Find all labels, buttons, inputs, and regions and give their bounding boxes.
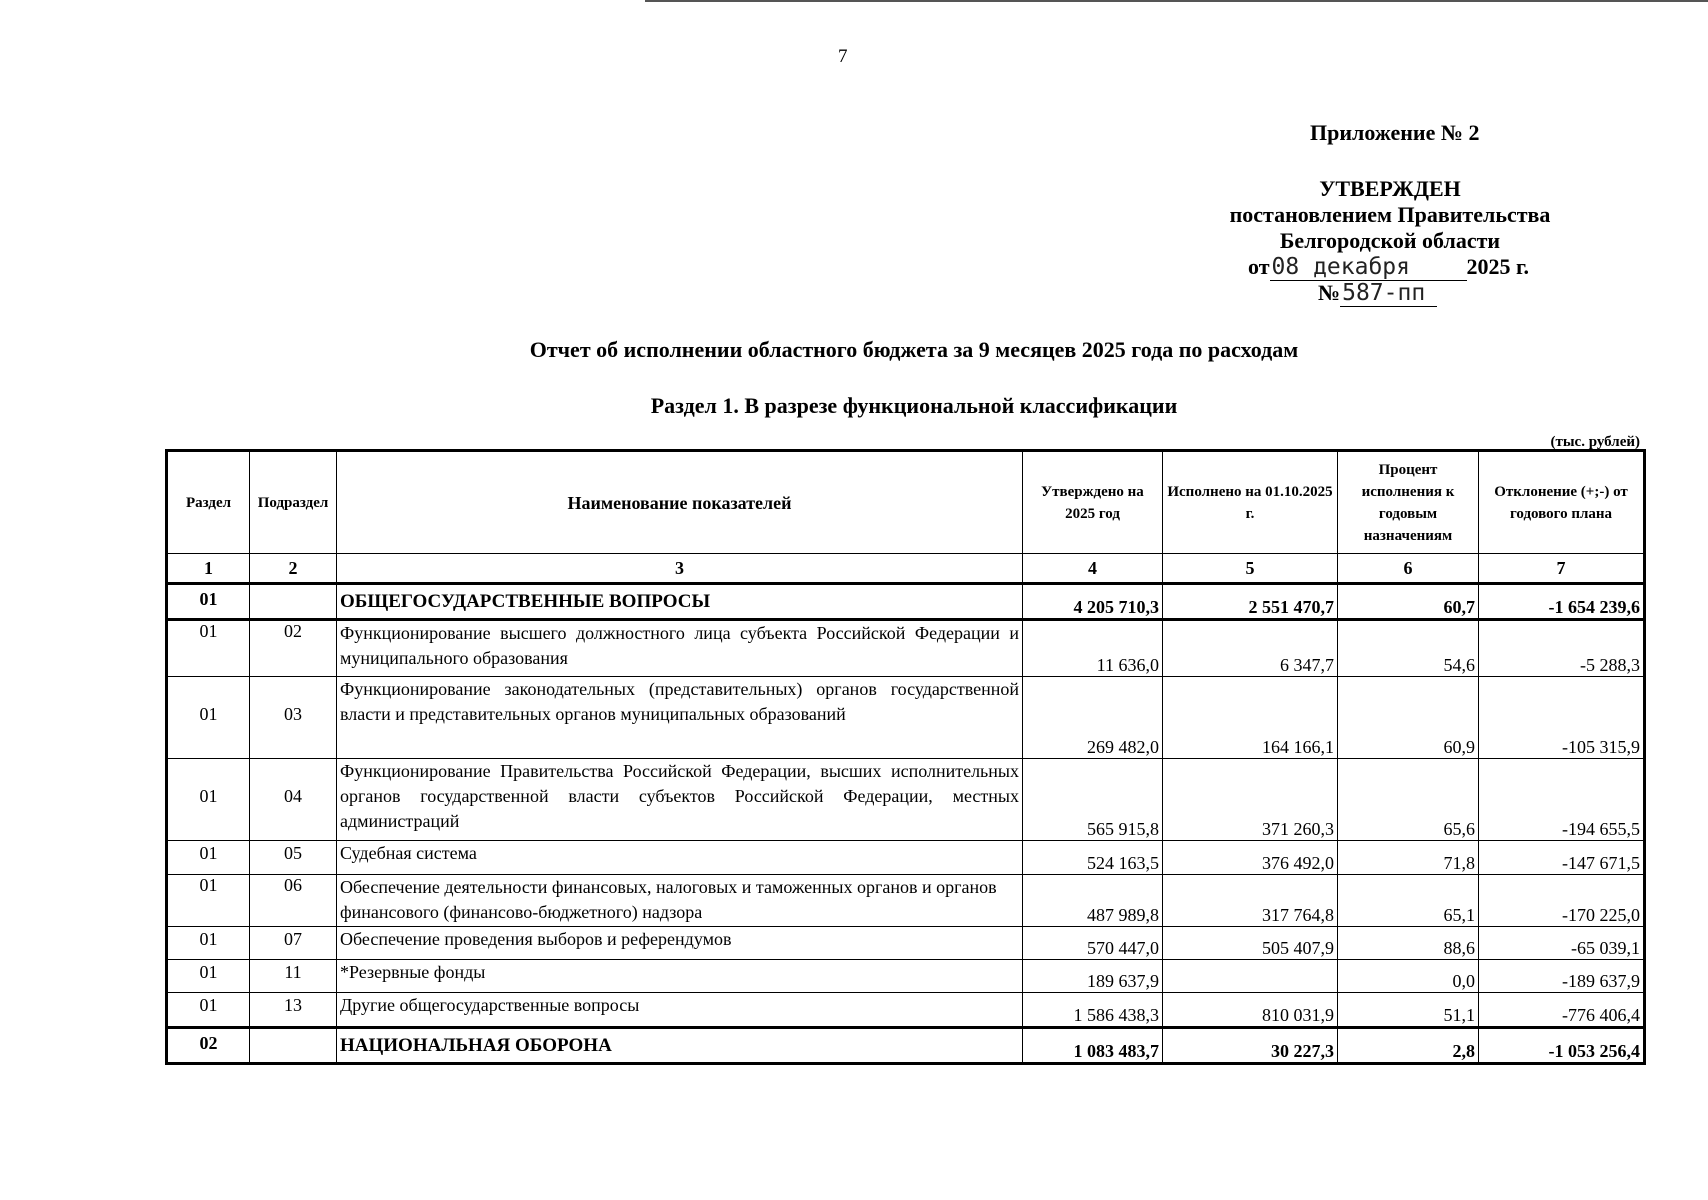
section-title: Раздел 1. В разрезе функциональной классификации (650, 393, 1178, 418)
column-index: 7 (1479, 554, 1645, 584)
cell-podrazdel: 03 (250, 677, 337, 759)
cell-executed: 2 551 470,7 (1163, 584, 1338, 620)
cell-podrazdel: 11 (250, 960, 337, 993)
cell-executed: 30 227,3 (1163, 1028, 1338, 1064)
cell-deviation: -65 039,1 (1479, 927, 1645, 960)
cell-podrazdel: 04 (250, 759, 337, 841)
cell-approved: 4 205 710,3 (1023, 584, 1163, 620)
cell-name: Другие общегосударственные вопросы (337, 993, 1023, 1028)
cell-approved: 565 915,8 (1023, 759, 1163, 841)
table-row (167, 875, 1645, 927)
page-number: 7 (838, 46, 848, 67)
cell-podrazdel: 02 (250, 620, 337, 677)
cell-podrazdel: 05 (250, 841, 337, 875)
handwritten-date: 08 декабря (1270, 254, 1467, 281)
column-index-row (167, 554, 1645, 584)
cell-deviation: -194 655,5 (1479, 759, 1645, 841)
table-row (167, 993, 1645, 1028)
approval-date-line (1248, 254, 1529, 281)
cell-executed: 164 166,1 (1163, 677, 1338, 759)
approved-label: УТВЕРЖДЕН (1319, 176, 1461, 201)
cell-executed: 317 764,8 (1163, 875, 1338, 927)
table-row (167, 620, 1645, 677)
approval-line-1: постановлением Правительства (1229, 202, 1551, 227)
cell-executed: 6 347,7 (1163, 620, 1338, 677)
cell-approved: 570 447,0 (1023, 927, 1163, 960)
column-index: 3 (337, 554, 1023, 584)
column-index: 6 (1338, 554, 1479, 584)
cell-razdel: 01 (167, 841, 250, 875)
cell-approved: 487 989,8 (1023, 875, 1163, 927)
header-podrazdel: Подраздел (250, 451, 337, 554)
cell-razdel: 01 (167, 759, 250, 841)
budget-table (165, 449, 1646, 1065)
cell-approved: 524 163,5 (1023, 841, 1163, 875)
cell-executed: 371 260,3 (1163, 759, 1338, 841)
cell-percent: 60,9 (1338, 677, 1479, 759)
cell-percent: 88,6 (1338, 927, 1479, 960)
column-index: 4 (1023, 554, 1163, 584)
table-row-section-total (167, 1028, 1645, 1064)
date-suffix: 2025 г. (1466, 254, 1530, 279)
cell-percent: 0,0 (1338, 960, 1479, 993)
cell-name: Обеспечение деятельности финансовых, налоговых и таможенных органов и органов финансового (финансово-бюджетного) надзора (337, 875, 1023, 927)
cell-razdel: 01 (167, 677, 250, 759)
cell-executed: 505 407,9 (1163, 927, 1338, 960)
table-row (167, 677, 1645, 759)
approval-line-2: Белгородской области (1279, 228, 1501, 253)
annex-label: Приложение № 2 (1310, 120, 1480, 145)
cell-percent: 60,7 (1338, 584, 1479, 620)
cell-deviation: -105 315,9 (1479, 677, 1645, 759)
header-deviation: Отклонение (+;-) от годового плана (1479, 451, 1645, 554)
cell-name: *Резервные фонды (337, 960, 1023, 993)
cell-executed: 376 492,0 (1163, 841, 1338, 875)
cell-deviation: -189 637,9 (1479, 960, 1645, 993)
cell-percent: 54,6 (1338, 620, 1479, 677)
table-header-row (167, 451, 1645, 554)
units-label: (тыс. рублей) (1550, 434, 1640, 450)
cell-deviation: -5 288,3 (1479, 620, 1645, 677)
table-row (167, 759, 1645, 841)
header-executed: Исполнено на 01.10.2025 г. (1163, 451, 1338, 554)
cell-percent: 2,8 (1338, 1028, 1479, 1064)
cell-approved: 1 586 438,3 (1023, 993, 1163, 1028)
cell-executed: 810 031,9 (1163, 993, 1338, 1028)
cell-podrazdel (250, 584, 337, 620)
cell-razdel: 02 (167, 1028, 250, 1064)
cell-name: Функционирование Правительства Российской Федерации, высших исполнительных органов государственной власти субъектов Российской Федерации, местных администраций (337, 759, 1023, 841)
column-index: 2 (250, 554, 337, 584)
approval-number-line (1318, 280, 1437, 307)
table-row (167, 841, 1645, 875)
cell-name: НАЦИОНАЛЬНАЯ ОБОРОНА (337, 1028, 1023, 1064)
cell-name: ОБЩЕГОСУДАРСТВЕННЫЕ ВОПРОСЫ (337, 584, 1023, 620)
column-index: 5 (1163, 554, 1338, 584)
cell-razdel: 01 (167, 960, 250, 993)
cell-percent: 51,1 (1338, 993, 1479, 1028)
header-razdel: Раздел (167, 451, 250, 554)
cell-percent: 71,8 (1338, 841, 1479, 875)
cell-approved: 189 637,9 (1023, 960, 1163, 993)
cell-approved: 11 636,0 (1023, 620, 1163, 677)
table-row (167, 960, 1645, 993)
column-index: 1 (167, 554, 250, 584)
header-name: Наименование показателей (337, 451, 1023, 554)
cell-podrazdel (250, 1028, 337, 1064)
cell-razdel: 01 (167, 993, 250, 1028)
cell-deviation: -1 053 256,4 (1479, 1028, 1645, 1064)
cell-name: Функционирование законодательных (представительных) органов государственной власти и представительных органов муниципальных образований (337, 677, 1023, 759)
cell-deviation: -147 671,5 (1479, 841, 1645, 875)
cell-percent: 65,1 (1338, 875, 1479, 927)
cell-percent: 65,6 (1338, 759, 1479, 841)
cell-podrazdel: 06 (250, 875, 337, 927)
cell-name: Обеспечение проведения выборов и референдумов (337, 927, 1023, 960)
scan-top-edge-line (645, 0, 1708, 2)
date-prefix: от (1248, 254, 1270, 279)
cell-deviation: -1 654 239,6 (1479, 584, 1645, 620)
cell-razdel: 01 (167, 875, 250, 927)
handwritten-number: 587-пп (1340, 280, 1437, 307)
cell-podrazdel: 13 (250, 993, 337, 1028)
table-row (167, 927, 1645, 960)
cell-name: Функционирование высшего должностного лица субъекта Российской Федерации и муниципального образования (337, 620, 1023, 677)
cell-deviation: -170 225,0 (1479, 875, 1645, 927)
cell-deviation: -776 406,4 (1479, 993, 1645, 1028)
cell-executed (1163, 960, 1338, 993)
cell-approved: 269 482,0 (1023, 677, 1163, 759)
cell-name: Судебная система (337, 841, 1023, 875)
cell-razdel: 01 (167, 927, 250, 960)
table-row-section-total (167, 584, 1645, 620)
report-title: Отчет об исполнении областного бюджета за 9 месяцев 2025 года по расходам (529, 337, 1299, 362)
cell-razdel: 01 (167, 620, 250, 677)
cell-razdel: 01 (167, 584, 250, 620)
number-prefix: № (1318, 280, 1341, 305)
header-percent: Процент исполнения к годовым назначениям (1338, 451, 1479, 554)
cell-approved: 1 083 483,7 (1023, 1028, 1163, 1064)
cell-podrazdel: 07 (250, 927, 337, 960)
header-approved: Утверждено на 2025 год (1023, 451, 1163, 554)
